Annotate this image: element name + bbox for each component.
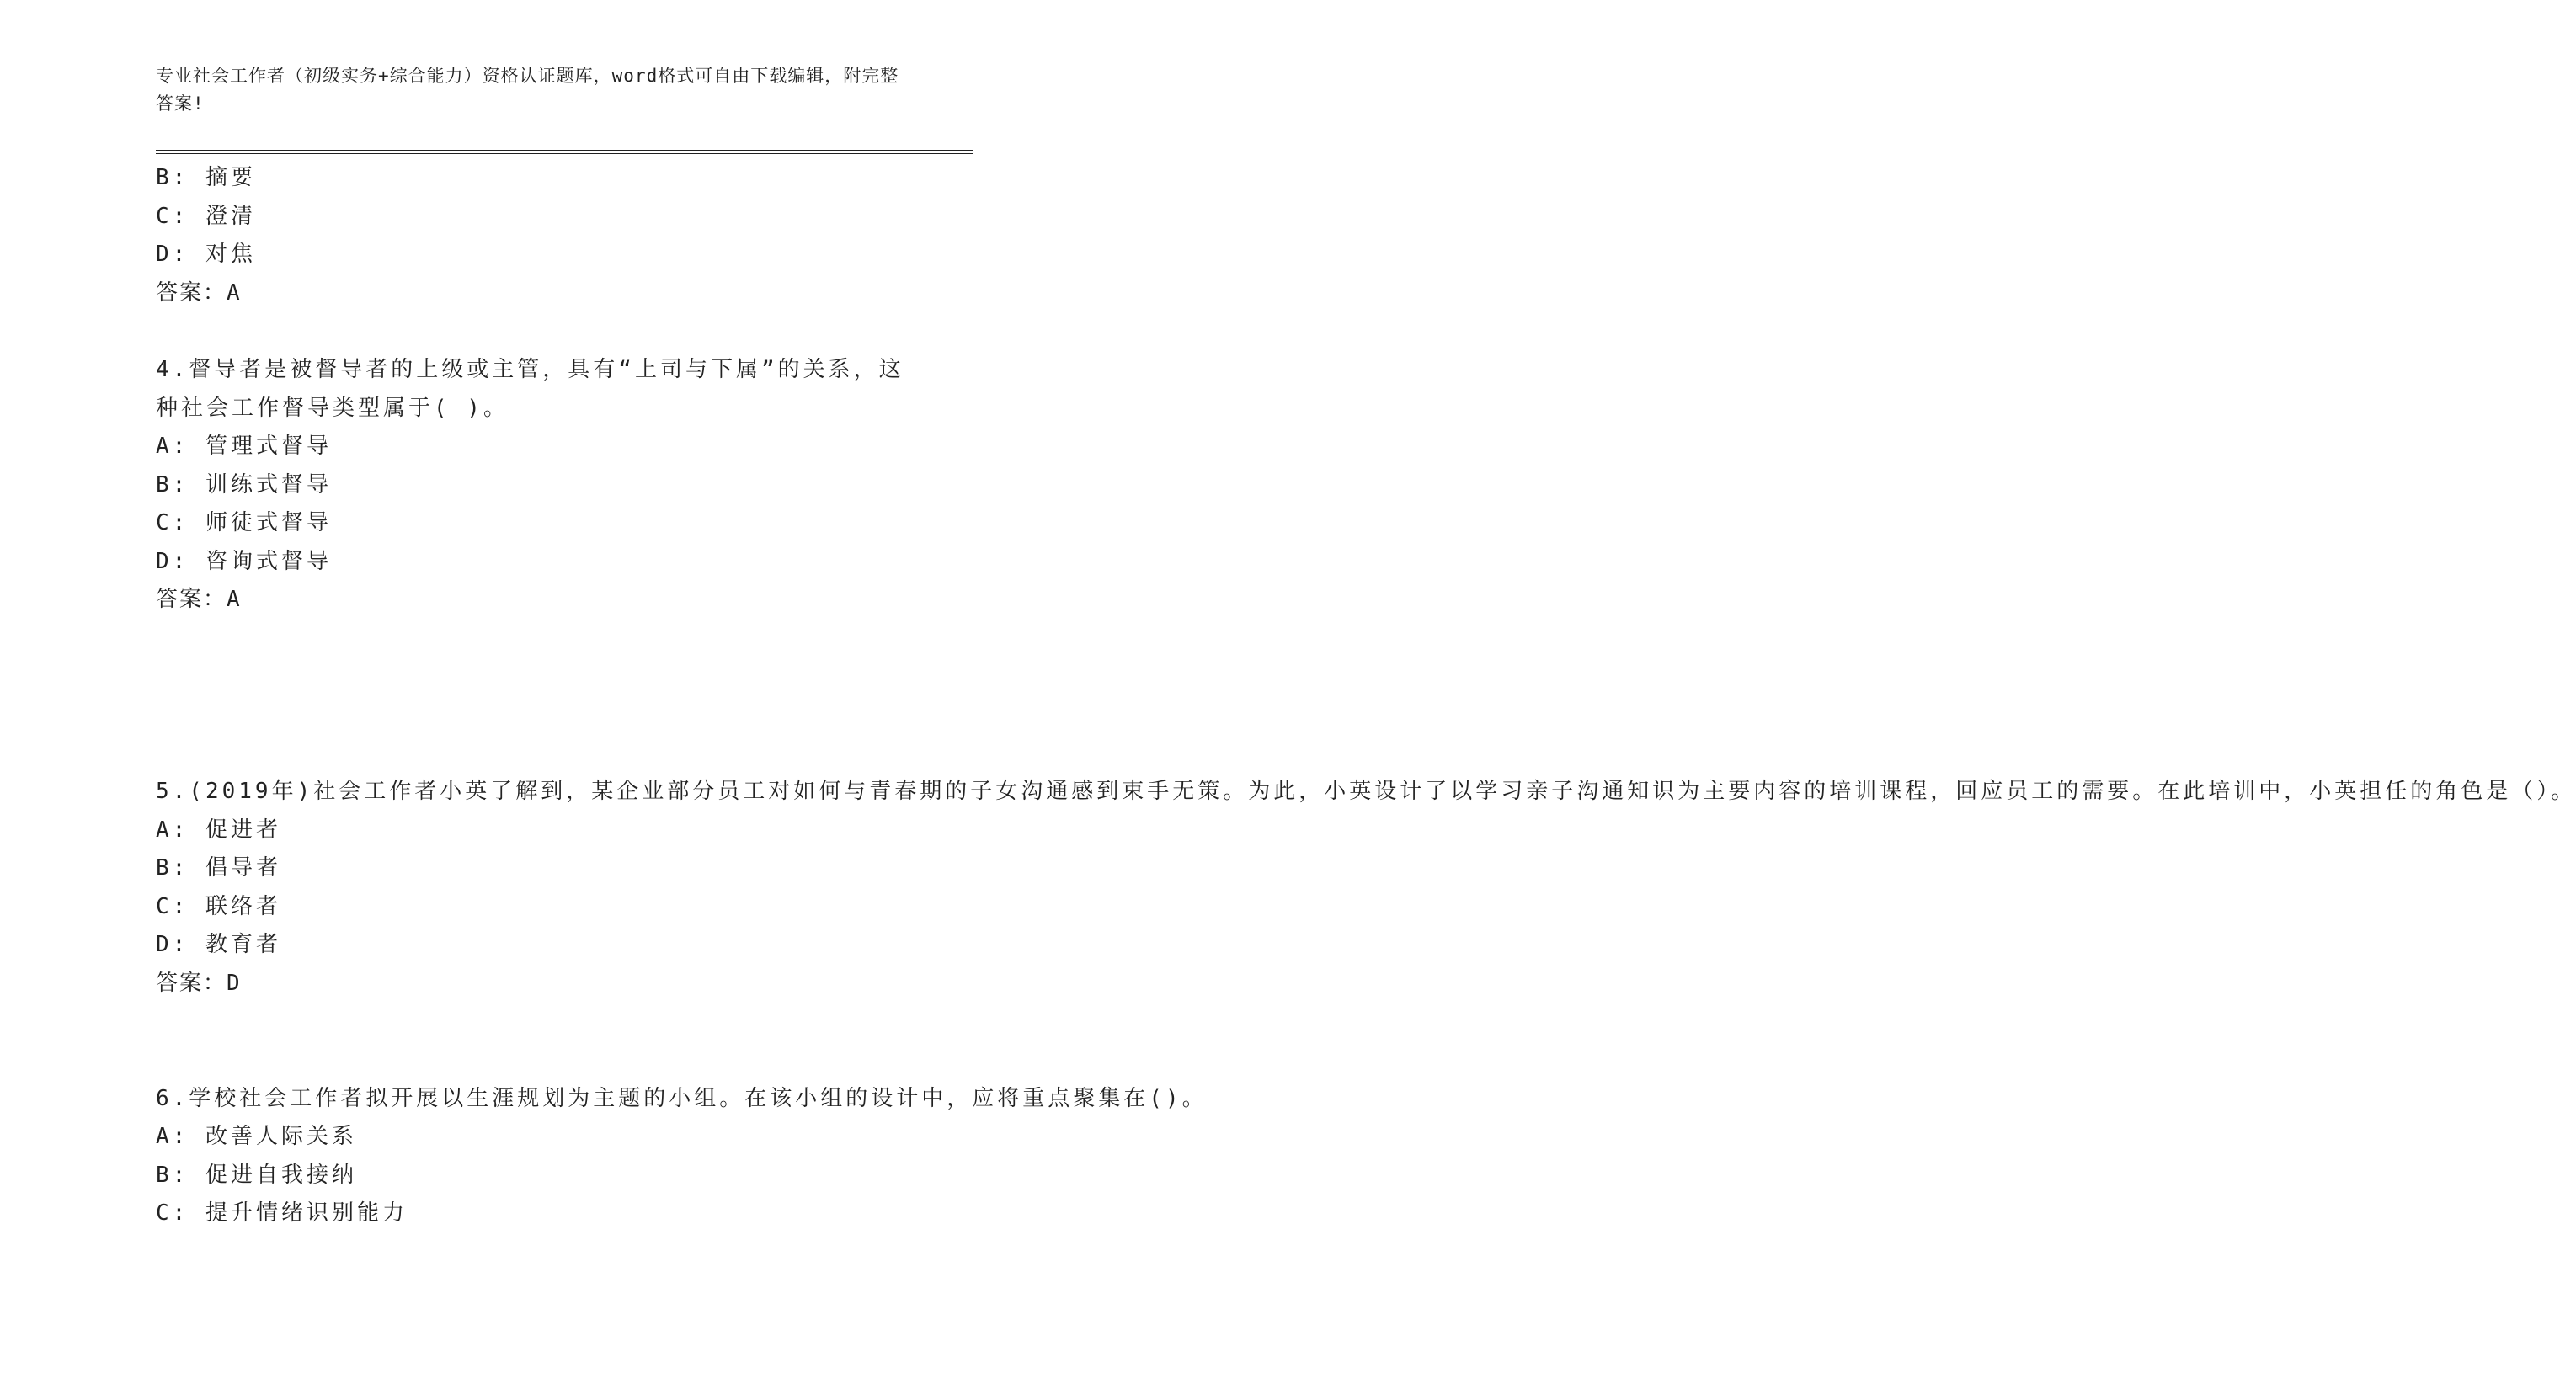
- question-stem-line: [156, 696, 888, 735]
- question-stem-line: [156, 735, 888, 774]
- option-a: A: 促进者: [156, 817, 281, 843]
- document-header: [156, 62, 914, 118]
- option-d: D: 对焦: [156, 242, 256, 267]
- option-d: D: 咨询式督导: [156, 548, 332, 574]
- question-6: [156, 1041, 1208, 1233]
- question-stem-line: [156, 1041, 888, 1080]
- option-b: B: 训练式督导: [156, 471, 332, 498]
- answer-label: 答案：: [156, 279, 227, 306]
- question-stem-line: 4.督导者是被督导者的上级或主管，具有“上司与下属”的关系，这: [156, 357, 904, 382]
- question-5: [156, 658, 2576, 1003]
- previous-question: [156, 159, 888, 312]
- question-stem-line: [156, 658, 888, 697]
- question-stem-line: 5.(2019年)社会工作者小英了解到，某企业部分员工对如何与青春期的子女沟通感到束手无策。为此，小英设计了以学习亲子沟通知识为主要内容的培训课程，回应员工的需要。在此培训中，小英担任的角色是（）。: [156, 779, 2576, 804]
- option-c: C: 提升情绪识别能力: [156, 1200, 408, 1226]
- header-title: 专业社会工作者（初级实务+综合能力）资格认证题库，word格式可自由下载编辑，附完整答案!: [156, 66, 899, 114]
- option-c: C: 师徒式督导: [156, 510, 332, 535]
- question-4: [156, 351, 904, 620]
- header-divider: [156, 150, 973, 154]
- option-c: C: 联络者: [156, 893, 281, 919]
- answer-line: [156, 581, 888, 620]
- option-c: C: 澄清: [156, 203, 256, 229]
- answer-label: 答案：: [156, 970, 227, 996]
- answer-value: A: [227, 279, 242, 306]
- option-b: B: 摘要: [156, 165, 256, 190]
- option-a: A: 改善人际关系: [156, 1124, 357, 1149]
- question-content: [156, 159, 2576, 1233]
- question-stem-line: 6.学校社会工作者拟开展以生涯规划为主题的小组。在该小组的设计中，应将重点聚集在()。: [156, 1085, 1208, 1111]
- option-a: A: 管理式督导: [156, 434, 332, 459]
- answer-value: A: [227, 587, 242, 612]
- question-stem-line: 种社会工作督导类型属于( )。: [156, 395, 509, 421]
- answer-line: [156, 274, 888, 313]
- answer-label: 答案：: [156, 587, 227, 612]
- option-d: D: 教育者: [156, 932, 281, 957]
- option-b: B: 倡导者: [156, 855, 281, 881]
- answer-value: D: [227, 970, 242, 996]
- answer-line: [156, 965, 888, 1003]
- option-b: B: 促进自我接纳: [156, 1162, 357, 1188]
